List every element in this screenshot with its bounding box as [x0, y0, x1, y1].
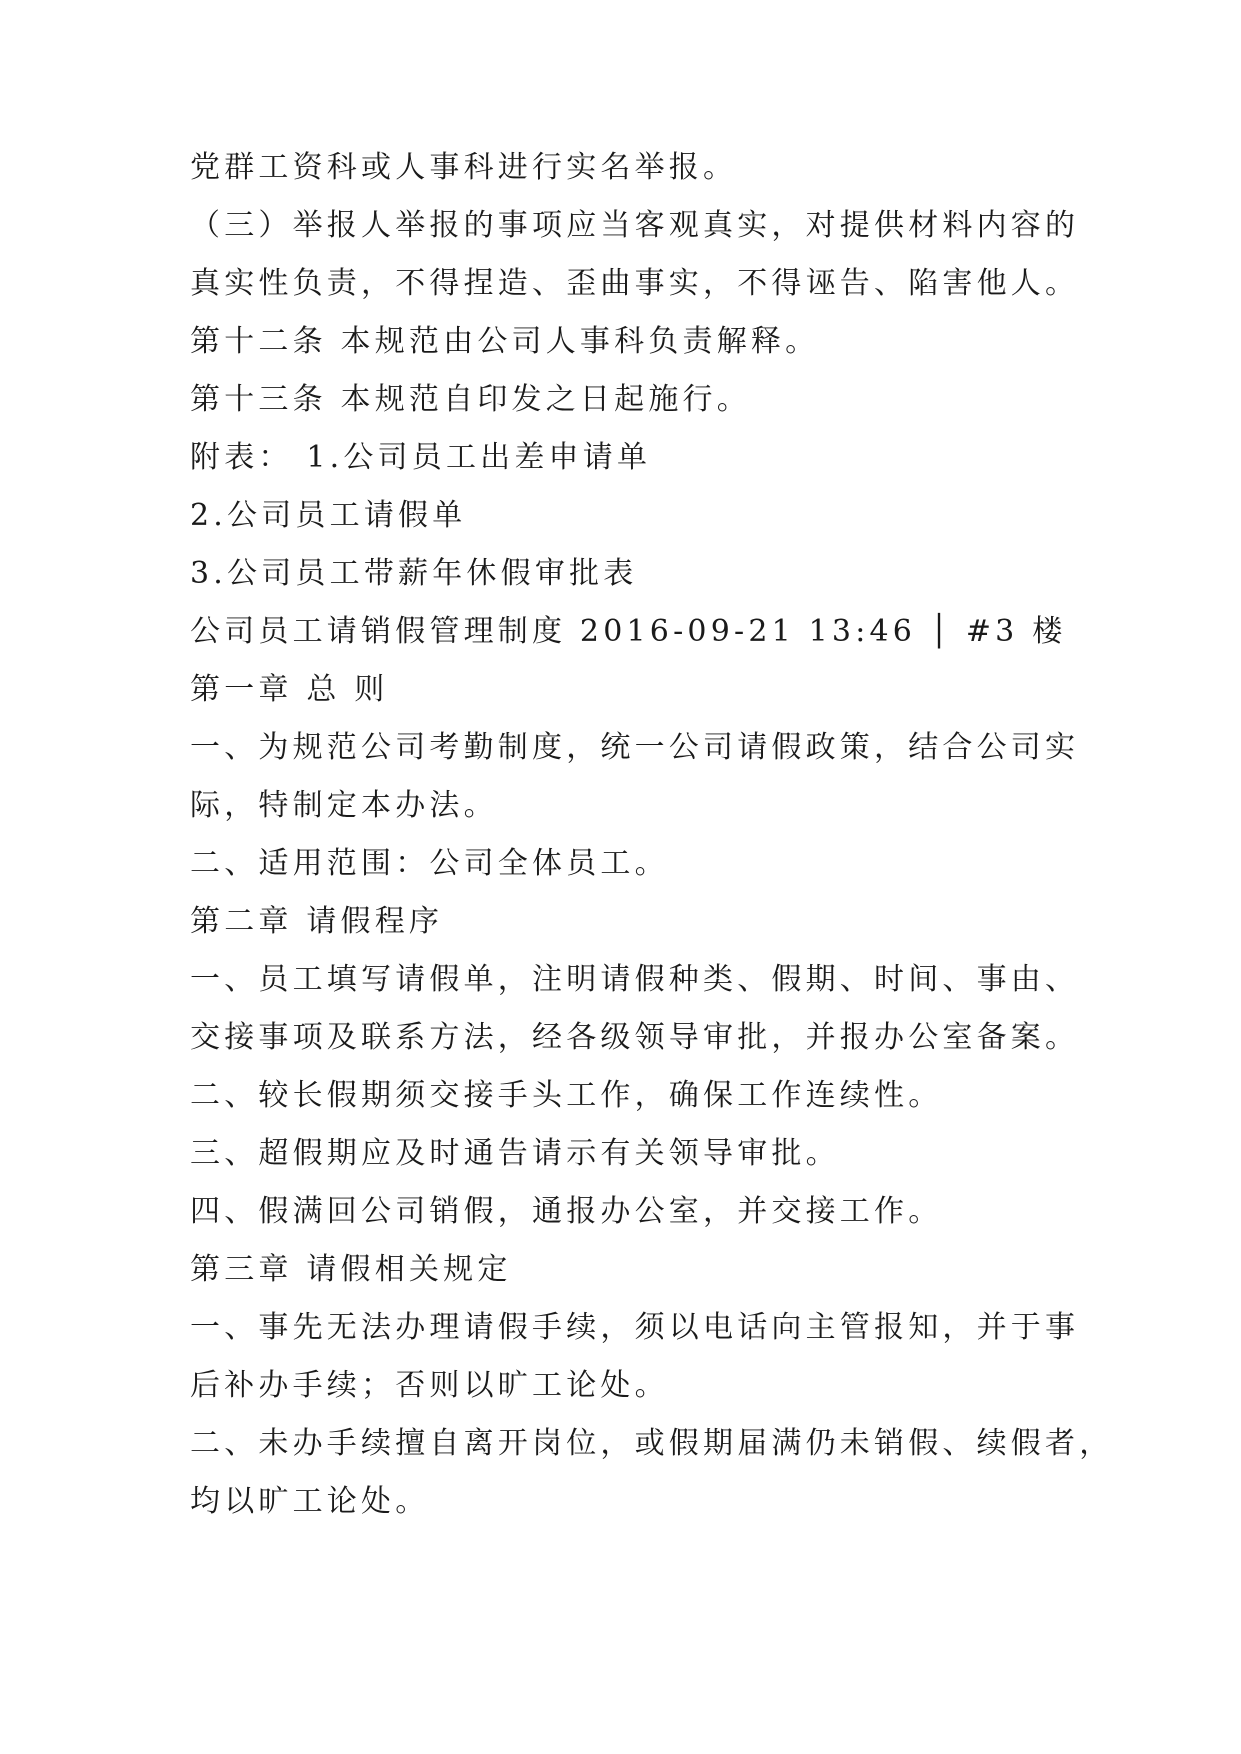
text-line: 交接事项及联系方法，经各级领导审批，并报办公室备案。: [190, 1020, 1080, 1055]
text-line: 后补办手续；否则以旷工论处。: [190, 1368, 669, 1403]
text-line: （三）举报人举报的事项应当客观真实，对提供材料内容的: [190, 208, 1080, 243]
chapter-heading: 第三章 请假相关规定: [190, 1252, 512, 1287]
text-line: 第十三条 本规范自印发之日起施行。: [190, 382, 751, 417]
text-line: 二、适用范围：公司全体员工。: [190, 846, 669, 881]
text-line: 2.公司员工请假单: [190, 498, 467, 533]
text-line: 第十二条 本规范由公司人事科负责解释。: [190, 324, 820, 359]
text-line: 四、假满回公司销假，通报办公室，并交接工作。: [190, 1194, 943, 1229]
text-line: 二、未办手续擅自离开岗位，或假期届满仍未销假、续假者，: [190, 1426, 1114, 1461]
text-line: 际，特制定本办法。: [190, 788, 498, 823]
text-line: 一、事先无法办理请假手续，须以电话向主管报知，并于事: [190, 1310, 1080, 1345]
text-line: 党群工资科或人事科进行实名举报。: [190, 150, 738, 185]
chapter-heading: 第一章 总 则: [190, 672, 389, 707]
text-line: 附表： 1.公司员工出差申请单: [190, 440, 652, 475]
text-line: 3.公司员工带薪年休假审批表: [190, 556, 638, 591]
text-line: 真实性负责，不得捏造、歪曲事实，不得诬告、陷害他人。: [190, 266, 1080, 301]
text-line: 二、较长假期须交接手头工作，确保工作连续性。: [190, 1078, 943, 1113]
text-line: 一、为规范公司考勤制度，统一公司请假政策，结合公司实: [190, 730, 1080, 765]
post-header: 公司员工请销假管理制度 2016-09-21 13:46 │ #3 楼: [190, 614, 1067, 649]
text-line: 一、员工填写请假单，注明请假种类、假期、时间、事由、: [190, 962, 1080, 997]
chapter-heading: 第二章 请假程序: [190, 904, 444, 939]
text-line: 均以旷工论处。: [190, 1484, 430, 1519]
text-line: 三、超假期应及时通告请示有关领导审批。: [190, 1136, 840, 1171]
